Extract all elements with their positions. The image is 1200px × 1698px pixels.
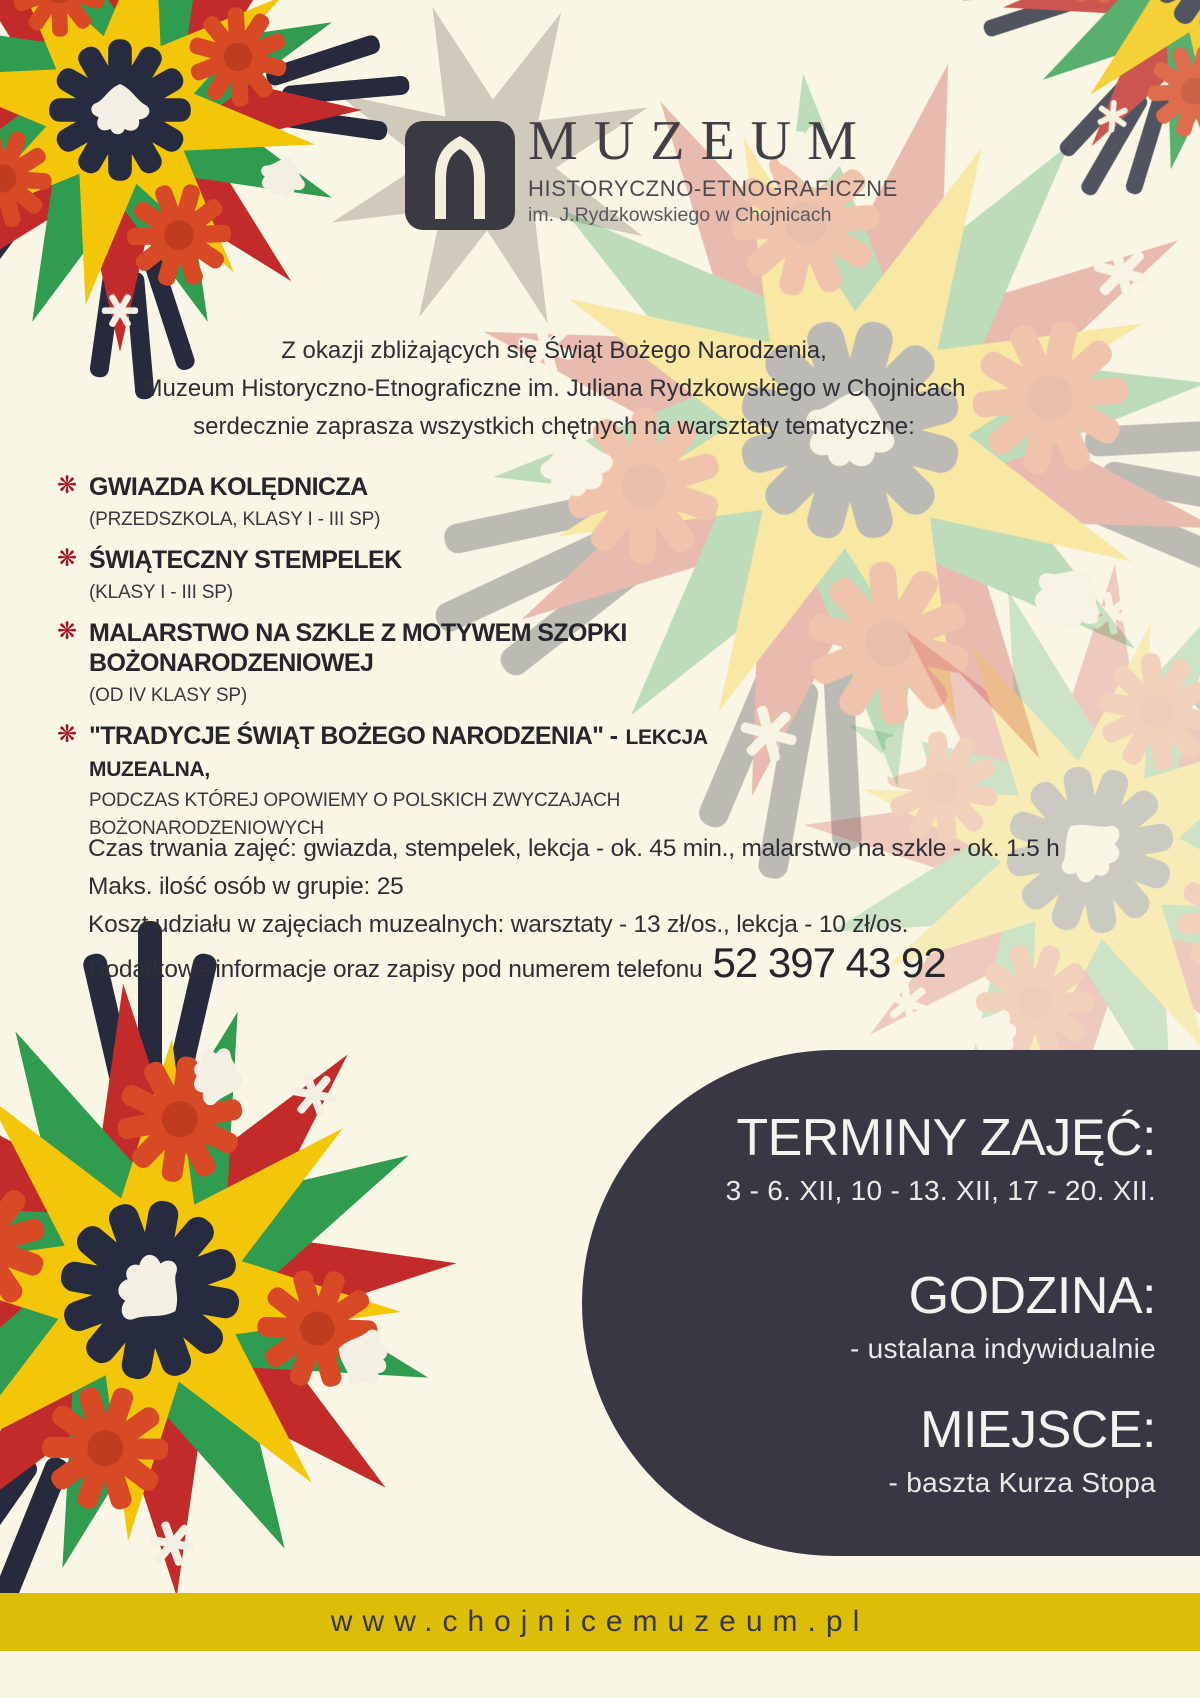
intro-line-2: Muzeum Historyczno-Etnograficzne im. Juliana Rydzkowskiego w Chojnicach xyxy=(142,375,966,402)
gothic-arch-icon xyxy=(405,121,515,230)
footer-bar xyxy=(0,1593,1200,1651)
info-contact xyxy=(88,939,1148,986)
place-heading: MIEJSCE: xyxy=(920,1401,1156,1459)
workshop-title: MALARSTWO NA SZKLE Z MOTYWEM SZOPKI BOŻONARODZENIOWEJ xyxy=(89,619,627,677)
pinwheel-bullet-icon: ❋ xyxy=(57,720,78,748)
info-block xyxy=(88,834,1148,985)
pinwheel-bullet-icon: ❋ xyxy=(57,471,78,499)
museum-logo xyxy=(405,121,515,230)
pinwheel-bullet-icon: ❋ xyxy=(57,544,78,572)
info-cost: Koszt udziału w zajęciach muzealnych: warsztaty - 13 zł/os., lekcja - 10 zł/os. xyxy=(88,911,909,938)
workshop-list xyxy=(57,472,817,854)
workshop-item xyxy=(57,472,817,534)
pinwheel-bullet-icon: ❋ xyxy=(57,617,78,645)
workshop-title: GWIAZDA KOLĘDNICZA xyxy=(89,473,368,501)
info-duration: Czas trwania zajęć: gwiazda, stempelek, lekcja - ok. 45 min., malarstwo na szkle - ok. 1.5 h xyxy=(88,835,1060,862)
info-group-size: Maks. ilość osób w grupie: 25 xyxy=(88,873,404,900)
terms-heading: TERMINY ZAJĘĆ: xyxy=(736,1109,1156,1167)
place-value: - baszta Kurza Stopa xyxy=(888,1467,1156,1498)
workshop-item xyxy=(57,545,817,607)
logo-title: MUZEUM xyxy=(528,110,873,172)
website-url[interactable]: www.chojnicemuzeum.pl xyxy=(330,1605,870,1638)
hour-heading: GODZINA: xyxy=(908,1267,1156,1325)
workshop-item xyxy=(57,618,817,710)
workshop-subtitle: (PRZEDSZKOLA, KLASY I - III SP) xyxy=(89,509,381,530)
intro-line-1: Z okazji zbliżających się Świąt Bożego Narodzenia, xyxy=(281,337,827,364)
contact-text: Dodatkowe informacje oraz zapisy pod numerem telefonu xyxy=(88,956,703,983)
workshop-title: ŚWIĄTECZNY STEMPELEK xyxy=(89,546,402,574)
intro-paragraph xyxy=(0,332,1108,446)
workshop-subtitle: (OD IV KLASY SP) xyxy=(89,685,248,706)
terms-dates: 3 - 6. XII, 10 - 13. XII, 17 - 20. XII. xyxy=(725,1175,1156,1206)
workshop-title: "TRADYCJE ŚWIĄT BOŻEGO NARODZENIA" - xyxy=(89,722,618,750)
logo-text-block xyxy=(528,112,898,227)
workshop-note: LEKCJA MUZEALNA, xyxy=(89,726,707,781)
paper-star-ornament-bottom-left xyxy=(0,910,530,1670)
workshop-item xyxy=(57,721,817,843)
workshop-subtitle: PODCZAS KTÓREJ OPOWIEMY O POLSKICH ZWYCZAJACH BOŻONARODZENIOWYCH xyxy=(89,790,621,839)
logo-subtitle-1: HISTORYCZNO-ETNOGRAFICZNE xyxy=(528,175,898,201)
logo-subtitle-2: im. J.Rydzkowskiego w Chojnicach xyxy=(528,203,832,226)
intro-line-3: serdecznie zaprasza wszystkich chętnych na warsztaty tematyczne: xyxy=(193,413,915,440)
workshop-subtitle: (KLASY I - III SP) xyxy=(89,582,233,603)
schedule-panel xyxy=(582,1050,1200,1556)
hour-value: - ustalana indywidualnie xyxy=(849,1333,1156,1364)
phone-number: 52 397 43 92 xyxy=(712,939,946,986)
